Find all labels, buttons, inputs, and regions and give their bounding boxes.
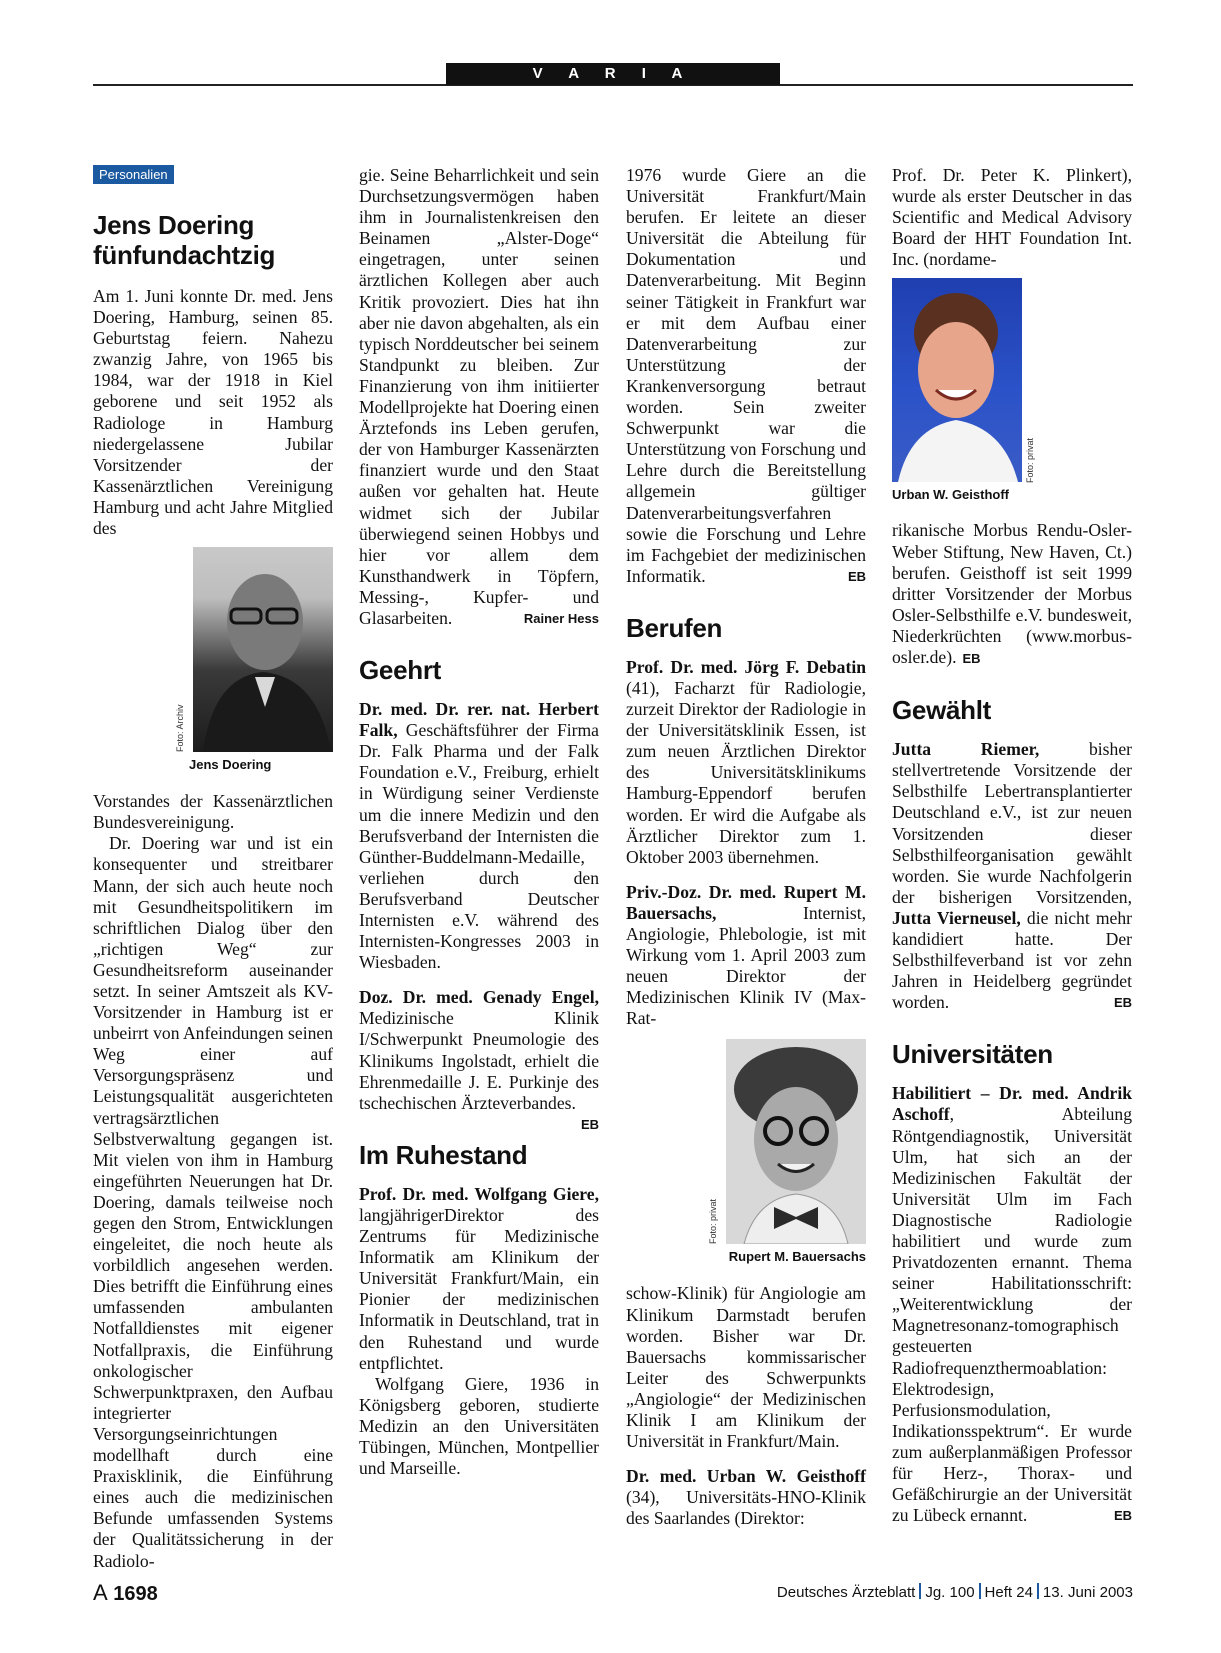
photo-figure-geisthoff	[892, 278, 1132, 514]
person-name: Habilitiert – Dr. med. Andrik Aschoff	[892, 1083, 1132, 1125]
article-paragraph: Prof. Dr. Peter K. Plinkert), wurde als erster Deutscher in das Scientific and Medical Advisory Board der HHT Foundation Int. Inc. (nordame-	[892, 165, 1132, 270]
news-item: Prof. Dr. med. Wolfgang Giere, langjährigerDirektor des Zentrums für Medizinische Informatik am Klinikum der Universität Frankfurt/Main, ein Pionier der medizinischen Informatik in Deutschland, trat in den Ruhestand und wurde entpflichtet.	[359, 1183, 599, 1373]
news-item: Priv.-Doz. Dr. med. Rupert M. Bauersachs, Internist, Angiologie, Phlebologie, ist mit Wirkung vom 1. April 2003 zum neuen Direktor der Medizinischen Klinik IV (Max-Rat-	[626, 881, 866, 1029]
journal-info	[777, 1583, 1133, 1601]
person-name: Dr. med. Dr. rer. nat. Herbert Falk,	[359, 699, 599, 741]
separator	[979, 1583, 981, 1599]
article-paragraph: rikanische Morbus Rendu-Osler-Weber Stiftung, New Haven, Ct.) berufen. Geisthoff ist seit 1999 dritter Vorsitzender der Morbus Osler-Selbsthilfe e.V. bundesweit, Niederkrüchten (www.morbus-osler.de). EB	[892, 520, 1132, 668]
section-header-varia: V A R I A	[446, 63, 780, 85]
person-name: Dr. med. Urban W. Geisthoff	[626, 1466, 866, 1487]
news-item: Prof. Dr. med. Jörg F. Debatin (41), Facharzt für Radiologie, zurzeit Direktor der Radiologie in der Universitätsklinik Essen, ist zum neuen Ärztlichen Direktor des Universitätsklinikums Hamburg-Eppendorf berufen worden. Er wird die Aufgabe als Ärztlicher Direktor zum 1. Oktober 2003 übernehmen.	[626, 656, 866, 867]
journal-volume: Jg. 100	[925, 1584, 975, 1601]
author-signature: Rainer Hess	[523, 610, 599, 626]
separator	[1037, 1583, 1039, 1599]
article-paragraph: schow-Klinik) für Angiologie am Klinikum Darmstadt berufen worden. Bisher war Dr. Bauersachs kommissarischer Leiter des Schwerpunkts „Angiologie“ der Medizinischen Klinik I am Klinikum der Universität in Frankfurt/Main.	[626, 1283, 866, 1452]
separator	[919, 1583, 921, 1599]
photo-credit: Foto: Archiv	[175, 704, 185, 753]
journal-issue: Heft 24	[984, 1584, 1033, 1601]
column-1	[93, 165, 333, 1572]
category-tag: Personalien	[93, 165, 174, 184]
article-title: Jens Doering fünfundachtzig	[93, 210, 276, 270]
article-paragraph: Am 1. Juni konnte Dr. med. Jens Doering, Hamburg, seinen 85. Geburtstag feiern. Nahezu zwanzig Jahre, von 1965 bis 1984, war der 1918 in Kiel geborene und seit 1952 als Radiologe in Hamburg niedergelassene Jubilar Vorsitzender der Kassenärztlichen Vereinigung Hamburg und acht Jahre Mitglied des	[93, 286, 333, 539]
news-item: Dr. med. Dr. rer. nat. Herbert Falk, Geschäftsführer der Firma Dr. Falk Pharma und der Falk Foundation e.V., Freiburg, erhielt in Würdigung seiner Verdienste um die innere Medizin und den Berufsverband der Internisten die Günther-Buddelmann-Medaille, verliehen durch den Berufsverband Deutscher Internisten e.V. während des Internisten-Kongresses 2003 in Wiesbaden.	[359, 699, 599, 973]
author-signature: EB	[847, 568, 866, 584]
photo-credit: Foto: privat	[1025, 438, 1035, 484]
section-title-geehrt: Geehrt	[359, 655, 442, 686]
portrait-silhouette-icon	[193, 547, 333, 752]
person-name: Priv.-Doz. Dr. med. Rupert M. Bauersachs,	[626, 881, 866, 923]
journal-name: Deutsches Ärzteblatt	[776, 1584, 916, 1601]
page-footer	[93, 1580, 1133, 1604]
column-2	[359, 165, 599, 1479]
news-item: Habilitiert – Dr. med. Andrik Aschoff, Abteilung Röntgendiagnostik, Universität Ulm, hat sich an der Medizinischen Fakultät der Universität Ulm im Fach Diagnostische Radiologie habilitiert und wurde zum Privatdozenten ernannt. Thema seiner Habilitationsschrift: „Weiterentwicklung der Magnetresonanz-tomographisch gesteuerten Radiofrequenzthermoablation: Elektrodesign, Perfusionsmodulation, Indikationsspektrum“. Er wurde zum außerplanmäßigen Professor für Herz-, Thorax- und Gefäßchirurgie an der Universität zu Lübeck ernannt. EB	[892, 1083, 1132, 1526]
photo-figure-bauersachs	[626, 1039, 866, 1275]
author-signature: EB	[1113, 1508, 1132, 1524]
section-title-ruhestand: Im Ruhestand	[359, 1139, 528, 1170]
photo-rupert-bauersachs	[726, 1039, 866, 1244]
portrait-silhouette-icon	[726, 1039, 866, 1244]
column-4	[892, 165, 1132, 1526]
journal-date: 13. Juni 2003	[1042, 1584, 1133, 1601]
news-item: Doz. Dr. med. Genady Engel, Medizinische Klinik I/Schwerpunkt Pneumologie des Klinikums Ingolstadt, erhielt die Ehrenmedaille J. E. Purkinje des tschechischen Ärzteverbandes. EB	[359, 987, 599, 1114]
person-name: Prof. Dr. med. Wolfgang Giere,	[359, 1183, 599, 1204]
person-name: Jutta Riemer,	[892, 739, 1040, 760]
article-paragraph: 1976 wurde Giere an die Universität Frankfurt/Main berufen. Er leitete an dieser Universität die Abteilung für Dokumentation und Datenverarbeitung. Mit Beginn seiner Tätigkeit in Frankfurt war er mit dem Aufbau einer Datenverarbeitung zur Unterstützung der Krankenversorgung betraut worden. Sein zweiter Schwerpunkt war die Unterstützung von Forschung und Lehre durch die Bereitstellung allgemein gültiger Datenverarbeitungsverfahren sowie die Forschung und Lehre im Fachgebiet der medizinischen Informatik. EB	[626, 165, 866, 586]
photo-caption: Urban W. Geisthoff	[892, 487, 1009, 503]
article-paragraph: gie. Seine Beharrlichkeit und sein Durchsetzungsvermögen haben ihm in Journalistenkreisen den Beinamen „Alster-Doge“ eingetragen, unter seinen ärztlichen Kollegen aber auch Kritik provoziert. Dies hat ihn aber nie davon abgehalten, als ein typisch Norddeutscher bei seinem Standpunkt zu bleiben. Zur Finanzierung von ihm initiierter Modellprojekte hat Doering einen Ärztefonds ins Leben gerufen, der von Hamburger Kassenärzten finanziert wurde und den Staat außen vor gehalten hat. Heute widmet sich der Jubilar überwiegend seinen Hobbys und hier vor allem dem Kunsthandwerk in Töpfern, Messing-, Kupfer- und Glasarbeiten. Rainer Hess	[359, 165, 599, 628]
section-title-universitaeten: Universitäten	[892, 1039, 1053, 1070]
person-name: Doz. Dr. med. Genady Engel,	[359, 987, 599, 1008]
person-name: Jutta Vierneusel,	[892, 907, 1021, 928]
photo-credit: Foto: privat	[708, 1199, 718, 1245]
article-paragraph: Vorstandes der Kassenärztlichen Bundesvereinigung.	[93, 791, 333, 833]
author-signature: EB	[1113, 995, 1132, 1011]
photo-jens-doering	[193, 547, 333, 752]
article-paragraph: Wolfgang Giere, 1936 in Königsberg geboren, studierte Medizin an den Universitäten Tübingen, München, Montpellier und Marseille.	[359, 1373, 599, 1479]
news-item: Jutta Riemer, bisher stellvertretende Vorsitzende der Selbsthilfe Lebertransplantierter Deutschland e.V., ist zur neuen Vorsitzenden dieser Selbsthilfeorganisation gewählt worden. Sie wurde Nachfolgerin der bisherigen Vorsitzenden, Jutta Vierneusel, die nicht mehr kandidiert hatte. Der Selbsthilfeverband ist vor zehn Jahren in Heidelberg gegründet worden. EB	[892, 739, 1132, 1013]
author-signature: EB	[962, 651, 981, 667]
person-name: Prof. Dr. med. Jörg F. Debatin	[626, 656, 866, 677]
author-signature: EB	[580, 1116, 599, 1132]
photo-caption: Rupert M. Bauersachs	[728, 1249, 866, 1265]
photo-figure-doering	[93, 547, 333, 783]
news-item: Dr. med. Urban W. Geisthoff (34), Universitäts-HNO-Klinik des Saarlandes (Direktor:	[626, 1466, 866, 1529]
photo-caption: Jens Doering	[189, 757, 272, 773]
article-paragraph: Dr. Doering war und ist ein konsequenter und streitbarer Mann, der sich auch heute noch mit Gesundheitspolitikern im schriftlichen Dialog über den „richtigen Weg“ zur Gesundheitsreform auseinander setzt. In seiner Amtszeit als KV-Vorsitzender in Hamburg ist er unbeirrt von Anfeindungen seinen Weg einer auf Versorgungspräsenz und Leistungsqualität ausgerichteten vertragsärztlichen Selbstverwaltung gegangen ist. Mit vielen von ihm in Hamburg eingeführten Neuerungen hat Dr. Doering, damals teilweise noch gegen den Strom, Entwicklungen eingeleitet, die noch heute als vorbildlich angesehen werden. Dies betrifft die Einführung eines umfassenden ambulanten Notfalldienstes mit eigener Notfallpraxis, die Einführung onkologischer Schwerpunktpraxen, den Aufbau integrierter Versorgungseinrichtungen modellhaft durch eine Praxisklinik, die Einführung eines auch die medizinischen Befunde umfassenden Systems der Qualitätssicherung in der Radiolo-	[93, 833, 333, 1571]
photo-urban-geisthoff	[892, 278, 1022, 482]
portrait-silhouette-icon	[892, 278, 1022, 482]
page-number: A 1698	[93, 1580, 158, 1605]
section-title-berufen: Berufen	[626, 612, 723, 643]
column-3	[626, 165, 866, 1530]
section-title-gewaehlt: Gewählt	[892, 695, 992, 726]
